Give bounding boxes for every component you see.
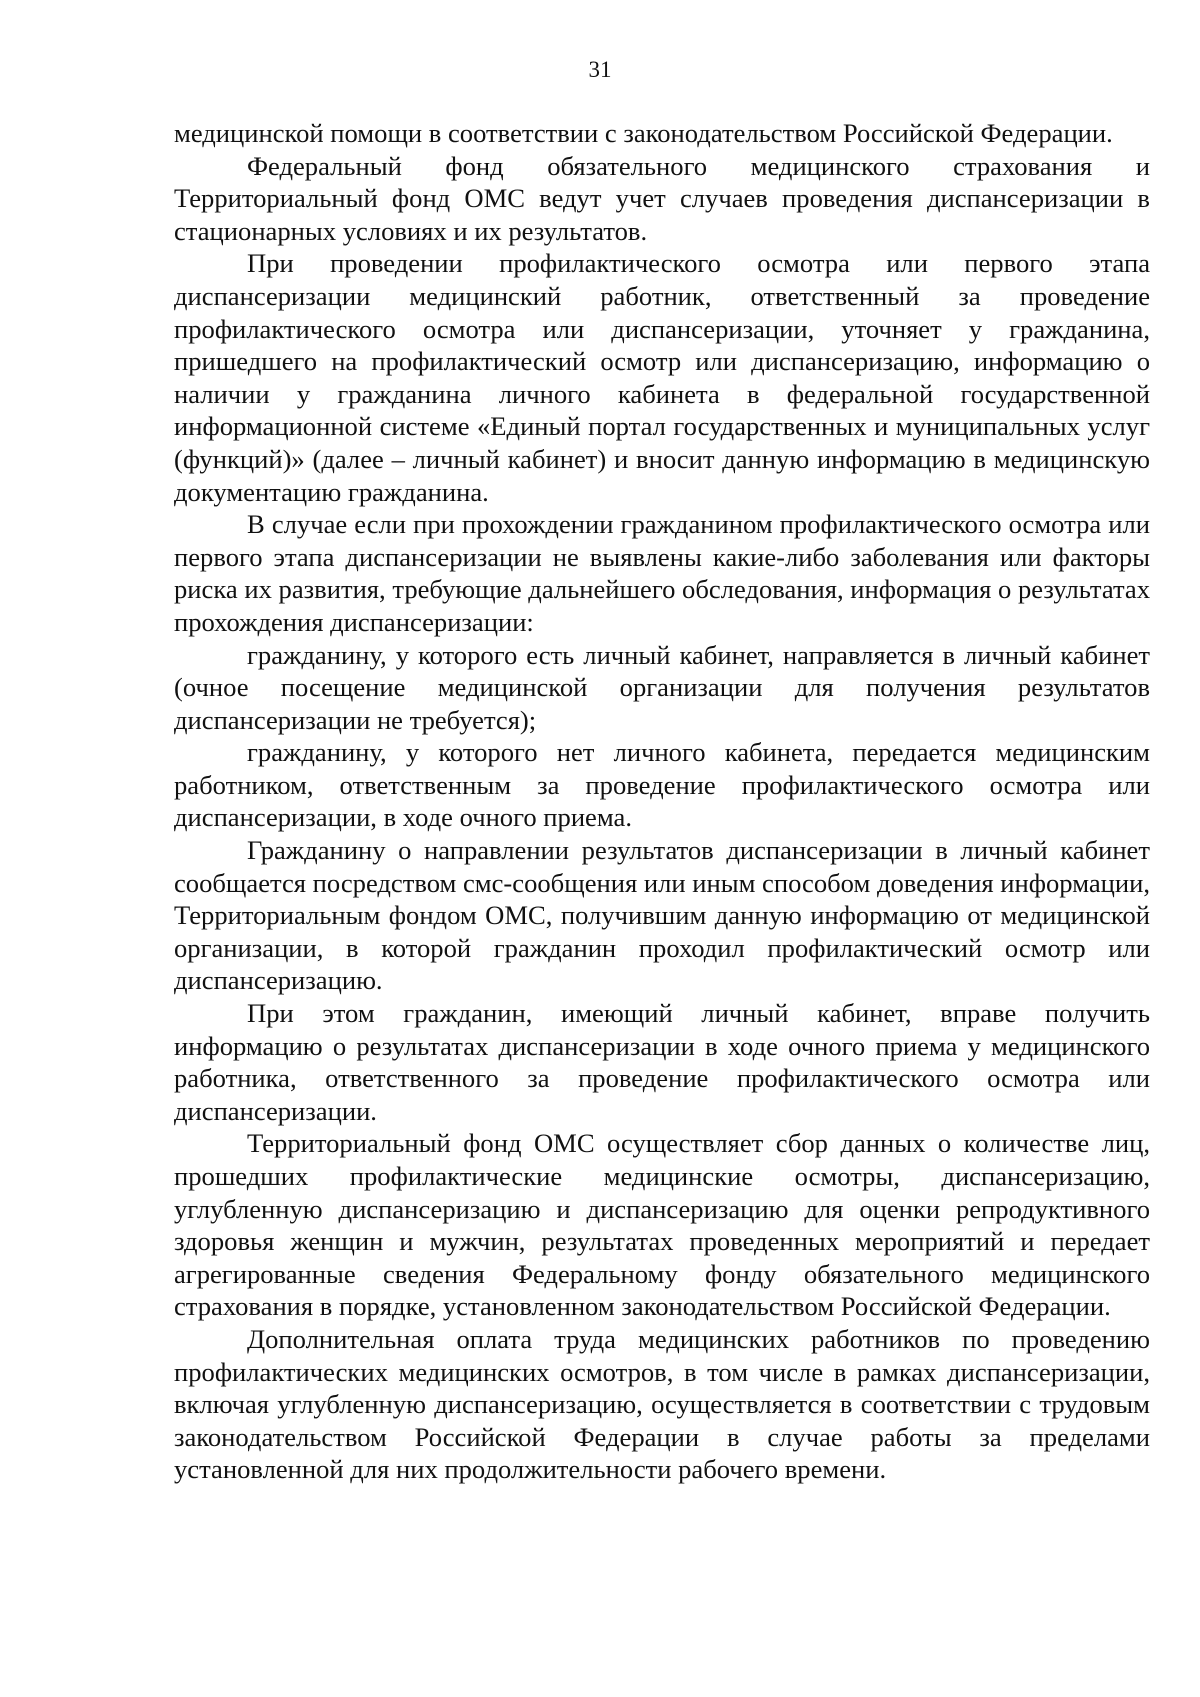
paragraph: Федеральный фонд обязательного медицинского страхования и Территориальный фонд ОМС ведут учет случаев проведения диспансеризации в стационарных условиях и их результатов. [174,150,1150,246]
paragraph: Территориальный фонд ОМС осуществляет сбор данных о количестве лиц, прошедших профилактические медицинские осмотры, диспансеризацию, углубленную диспансеризацию и диспансеризацию для оценки репродуктивного здоровья женщин и мужчин, результатах проведенных мероприятий и передает агрегированные сведения Федеральному фонду обязательного медицинского страхования в порядке, установленном законодательством Российской Федерации. [174,1128,1150,1322]
paragraph-continued: медицинской помощи в соответствии с законодательством Российской Федерации. [174,118,1113,148]
document-body [174,117,1150,1486]
paragraph: В случае если при прохождении гражданином профилактического осмотра или первого этапа диспансеризации не выявлены какие-либо заболевания или факторы риска их развития, требующие дальнейшего обследования, информация о результатах прохождения диспансеризации: [174,509,1150,637]
paragraph: гражданину, у которого нет личного кабинета, передается медицинским работником, ответственным за проведение профилактического осмотра или диспансеризации, в ходе очного приема. [174,737,1150,833]
paragraph: Дополнительная оплата труда медицинских работников по проведению профилактических медицинских осмотров, в том числе в рамках диспансеризации, включая углубленную диспансеризацию, осуществляется в соответствии с трудовым законодательством Российской Федерации в случае работы за пределами установленной для них продолжительности рабочего времени. [174,1323,1150,1485]
paragraph: Гражданину о направлении результатов диспансеризации в личный кабинет сообщается посредством смс-сообщения или иным способом доведения информации, Территориальным фондом ОМС, получившим данную информацию от медицинской организации, в которой гражданин проходил профилактический осмотр или диспансеризацию. [174,835,1150,996]
page-number: 31 [588,57,612,82]
paragraph: гражданину, у которого есть личный кабинет, направляется в личный кабинет (очное посещение медицинской организации для получения результатов диспансеризации не требуется); [174,639,1150,735]
paragraph: При проведении профилактического осмотра или первого этапа диспансеризации медицинский работник, ответственный за проведение профилактического осмотра или диспансеризации, уточняет у гражданина, пришедшего на профилактический осмотр или диспансеризацию, информацию о наличии у гражданина личного кабинета в федеральной государственной информационной системе «Единый портал государственных и муниципальных услуг (функций)» (далее – личный кабинет) и вносит данную информацию в медицинскую документацию гражданина. [174,248,1150,507]
paragraph: При этом гражданин, имеющий личный кабинет, вправе получить информацию о результатах диспансеризации в ходе очного приема у медицинского работника, ответственного за проведение профилактического осмотра или диспансеризации. [174,998,1150,1126]
